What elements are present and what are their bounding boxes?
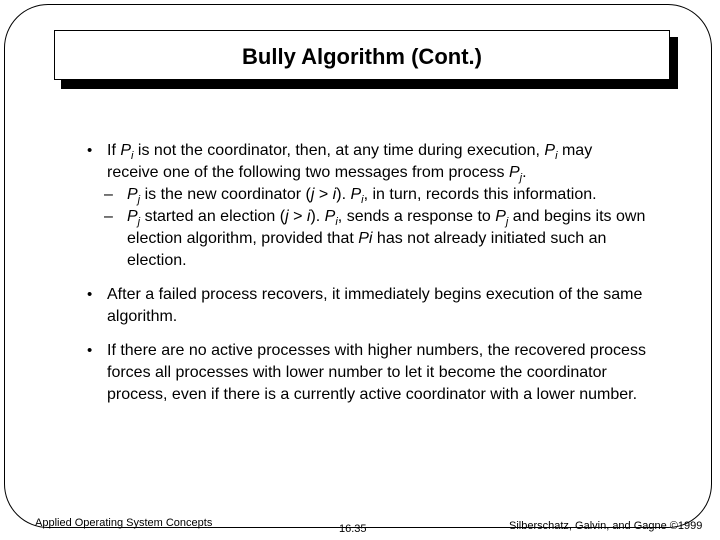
bullet-marker: •	[87, 286, 93, 303]
sub-bullet-1	[87, 184, 647, 206]
dash-marker: –	[104, 186, 113, 203]
title-box	[54, 30, 670, 80]
dash-marker: –	[104, 208, 113, 225]
bullet-2-text: After a failed process recovers, it immediately begins execution of the same algorithm.	[107, 286, 643, 325]
bullet-1-text: If $P_i$ is not the coordinator, then, at any time during execution, $P_i$ may receive one of the following two messages from process $P_j$.	[107, 142, 593, 185]
footer-page-number: 16.35	[339, 523, 367, 535]
sub-bullet-2-text: $P_j$ started an election (j > i). $P_i$, sends a response to $P_j$ and begins its own election algorithm, provided that Pi has not already initiated such an election.	[127, 208, 646, 269]
bullet-1	[87, 140, 647, 184]
sub-bullet-2	[87, 206, 647, 272]
footer-copyright: Silberschatz, Galvin, and Gagne ©1999	[509, 520, 703, 532]
bullet-3-text: If there are no active processes with higher numbers, the recovered process forces all processes with lower number to let it become the coordinator process, even if there is a currently active coordinator with a lower number.	[107, 342, 646, 403]
slide-title: Bully Algorithm (Cont.)	[242, 44, 482, 69]
slide-content	[87, 140, 647, 406]
bullet-2	[87, 284, 647, 328]
sub-bullet-1-text: $P_j$ is the new coordinator (j > i). $P_i$, in turn, records this information.	[127, 186, 597, 207]
bullet-marker: •	[87, 142, 93, 159]
bullet-marker: •	[87, 342, 93, 359]
bullet-3	[87, 340, 647, 406]
footer-course-title: Applied Operating System Concepts	[35, 517, 213, 529]
